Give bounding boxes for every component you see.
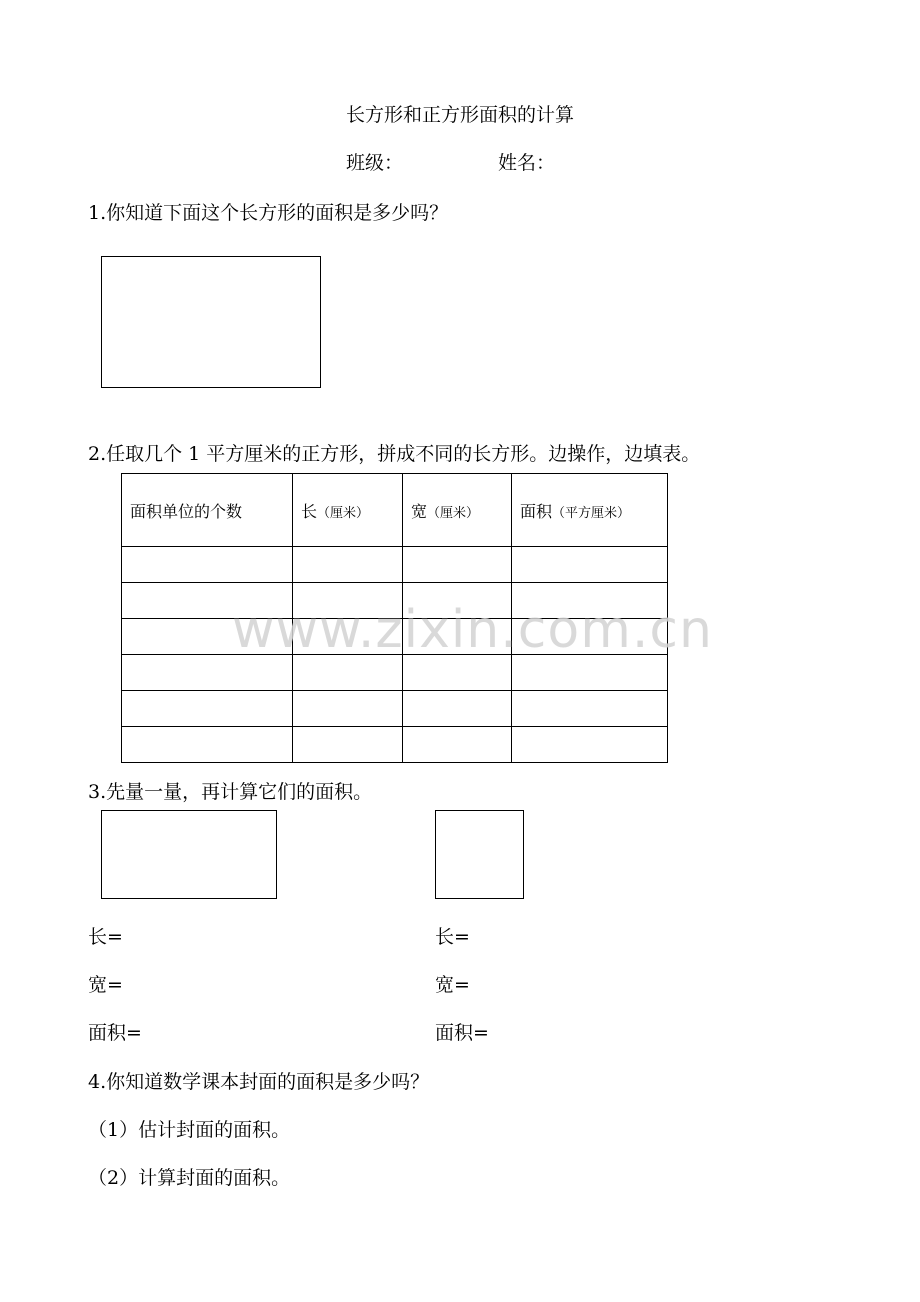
table-cell[interactable] (403, 547, 512, 583)
watermark: www.zixin.com.cn (232, 600, 713, 660)
right-area-field: 面积= (435, 1022, 489, 1044)
q1-rectangle (101, 256, 321, 388)
table-cell[interactable] (512, 547, 668, 583)
header-label: 宽 (411, 501, 428, 521)
question-4-part-2: （2）计算封面的面积。 (88, 1167, 291, 1189)
table-cell[interactable] (512, 691, 668, 727)
right-width-field: 宽= (435, 974, 470, 996)
name-label: 姓名： (498, 152, 556, 174)
header-unit: （厘米） (427, 505, 480, 521)
left-width-field: 宽= (88, 974, 123, 996)
table-header-cell (403, 474, 512, 547)
table-cell[interactable] (122, 691, 293, 727)
q3-square (435, 810, 524, 899)
left-length-field: 长= (88, 926, 123, 948)
header-label: 面积 (520, 501, 553, 521)
table-cell[interactable] (512, 727, 668, 763)
header-label: 长 (301, 501, 318, 521)
page-title: 长方形和正方形面积的计算 (345, 104, 574, 126)
question-1: 1.你知道下面这个长方形的面积是多少吗？ (88, 202, 449, 224)
table-header-cell (512, 474, 668, 547)
table-cell[interactable] (293, 691, 403, 727)
header-label: 面积单位的个数 (130, 501, 243, 521)
header-unit: （厘米） (317, 505, 370, 521)
table-header-cell (122, 474, 293, 547)
table-header-row (122, 474, 668, 547)
table-row (122, 547, 668, 583)
table-row (122, 691, 668, 727)
header-unit: （平方厘米） (552, 505, 631, 521)
class-label: 班级： (346, 152, 404, 174)
table-cell[interactable] (122, 727, 293, 763)
q3-rectangle (101, 810, 277, 899)
question-4-part-1: （1）估计封面的面积。 (88, 1119, 291, 1141)
right-length-field: 长= (435, 926, 470, 948)
table-cell[interactable] (403, 691, 512, 727)
table-cell[interactable] (403, 727, 512, 763)
table-cell[interactable] (122, 547, 293, 583)
table-header-cell (293, 474, 403, 547)
left-area-field: 面积= (88, 1022, 142, 1044)
table-row (122, 727, 668, 763)
table-cell[interactable] (293, 727, 403, 763)
question-4: 4.你知道数学课本封面的面积是多少吗？ (88, 1071, 430, 1093)
question-3: 3.先量一量，再计算它们的面积。 (88, 781, 373, 803)
table-cell[interactable] (293, 547, 403, 583)
question-2: 2.任取几个 1 平方厘米的正方形，拼成不同的长方形。边操作，边填表。 (88, 443, 701, 465)
